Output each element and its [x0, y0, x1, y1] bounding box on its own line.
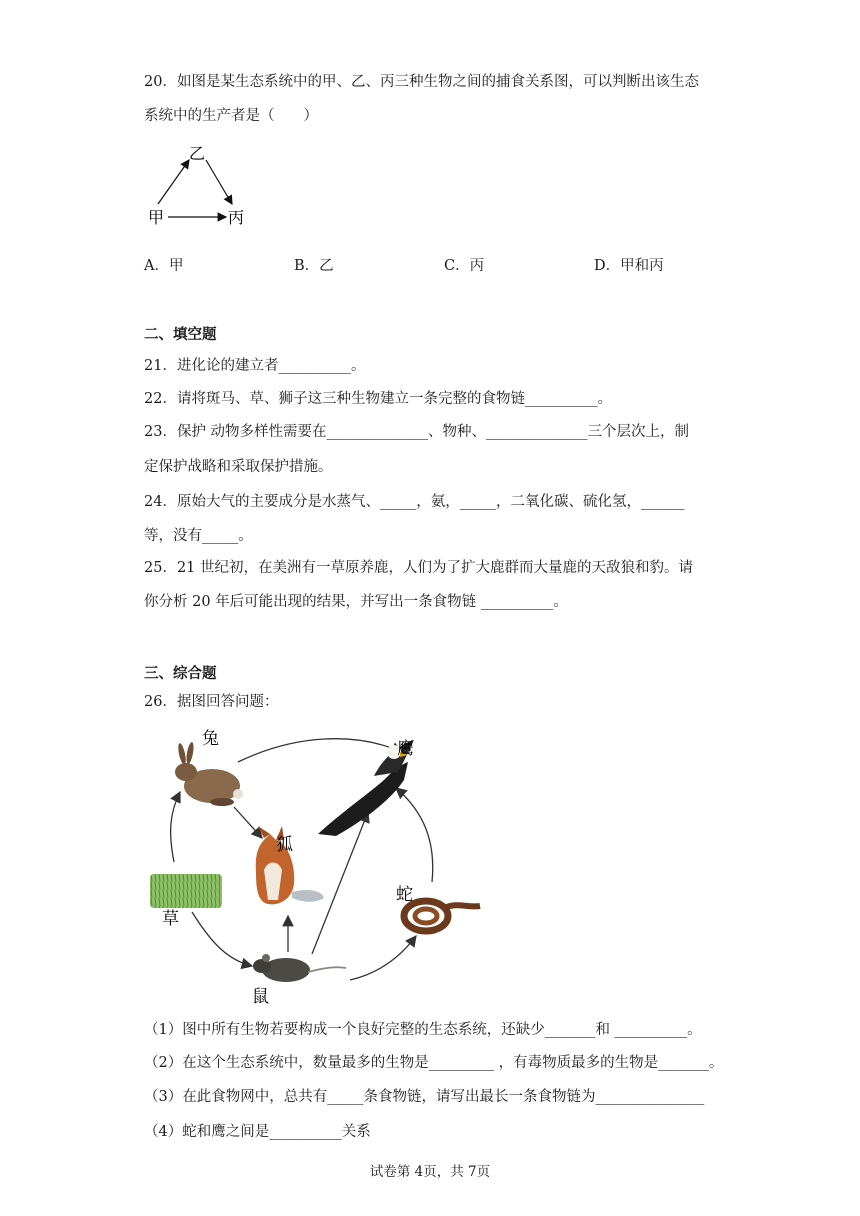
q20-stem-line1: 20．如图是某生态系统中的甲、乙、丙三种生物之间的捕食关系图，可以判断出该生态 [144, 74, 699, 90]
q26-sub1: （1）图中所有生物若要构成一个良好完整的生态系统，还缺少_______和 __________。 [144, 1022, 702, 1038]
q21: 21．进化论的建立者__________。 [144, 358, 366, 374]
diagram-label-top: 乙 [189, 144, 206, 163]
q23-line1: 23．保护 动物多样性需要在______________、物种、______________三个层次上，制 [144, 424, 690, 440]
arrow-left-to-top [158, 160, 189, 204]
snake-illustration [404, 901, 480, 931]
q26-stem: 26．据图回答问题： [144, 694, 279, 710]
q20-stem-line2: 系统中的生产者是（ ） [144, 108, 318, 124]
predation-diagram [144, 140, 264, 232]
diagram-label-right: 丙 [228, 208, 245, 227]
arrow-mouse-to-snake [350, 936, 416, 980]
arrow-rabbit-to-eagle [238, 739, 402, 762]
label-snake: 蛇 [396, 885, 413, 905]
section3-title: 三、综合题 [144, 666, 217, 682]
food-web-figure [146, 722, 486, 1007]
option-a: A．甲 [144, 258, 184, 274]
option-d: D．甲和丙 [594, 258, 664, 274]
mouse-illustration [253, 954, 346, 982]
q26-sub2: （2）在这个生态系统中，数量最多的生物是_________ ，有毒物质最多的生物是_______。 [144, 1055, 724, 1071]
q24-line1: 24．原始大气的主要成分是水蒸气、_____，氨，_____，二氧化碳、硫化氢，______ [144, 494, 685, 510]
grass-illustration [150, 874, 222, 908]
arrow-top-to-right [206, 160, 232, 204]
label-rabbit: 兔 [202, 729, 219, 749]
label-fox: 狐 [276, 835, 293, 855]
arrow-snake-to-eagle [396, 788, 433, 882]
page-footer: 试卷第 4页，共 7页 [369, 1164, 491, 1180]
label-grass: 草 [162, 909, 179, 929]
option-b: B．乙 [294, 258, 334, 274]
q26-sub3: （3）在此食物网中，总共有_____条食物链，请写出最长一条食物链为_______________ [144, 1089, 705, 1105]
arrow-grass-to-rabbit [171, 792, 180, 862]
q23-line2: 定保护战略和采取保护措施。 [144, 459, 333, 475]
q22: 22．请将斑马、草、狮子这三种生物建立一条完整的食物链__________。 [144, 391, 612, 407]
option-c: C．丙 [444, 258, 485, 274]
label-mouse: 鼠 [252, 987, 269, 1007]
diagram-label-left: 甲 [148, 208, 165, 227]
q24-line2: 等，没有_____。 [144, 528, 253, 544]
section2-title: 二、填空题 [144, 327, 217, 343]
q25-line2: 你分析 20 年后可能出现的结果，并写出一条食物链 __________。 [144, 594, 568, 610]
rabbit-illustration [175, 742, 243, 806]
q26-sub4: （4）蛇和鹰之间是__________关系 [144, 1124, 371, 1140]
label-eagle: 鹰 [397, 739, 414, 759]
arrow-rabbit-to-fox [234, 807, 262, 838]
q25-line1: 25．21 世纪初，在美洲有一草原养鹿，人们为了扩大鹿群而大量鹿的天敌狼和豹。请 [144, 560, 694, 576]
arrow-grass-to-mouse [192, 912, 252, 966]
